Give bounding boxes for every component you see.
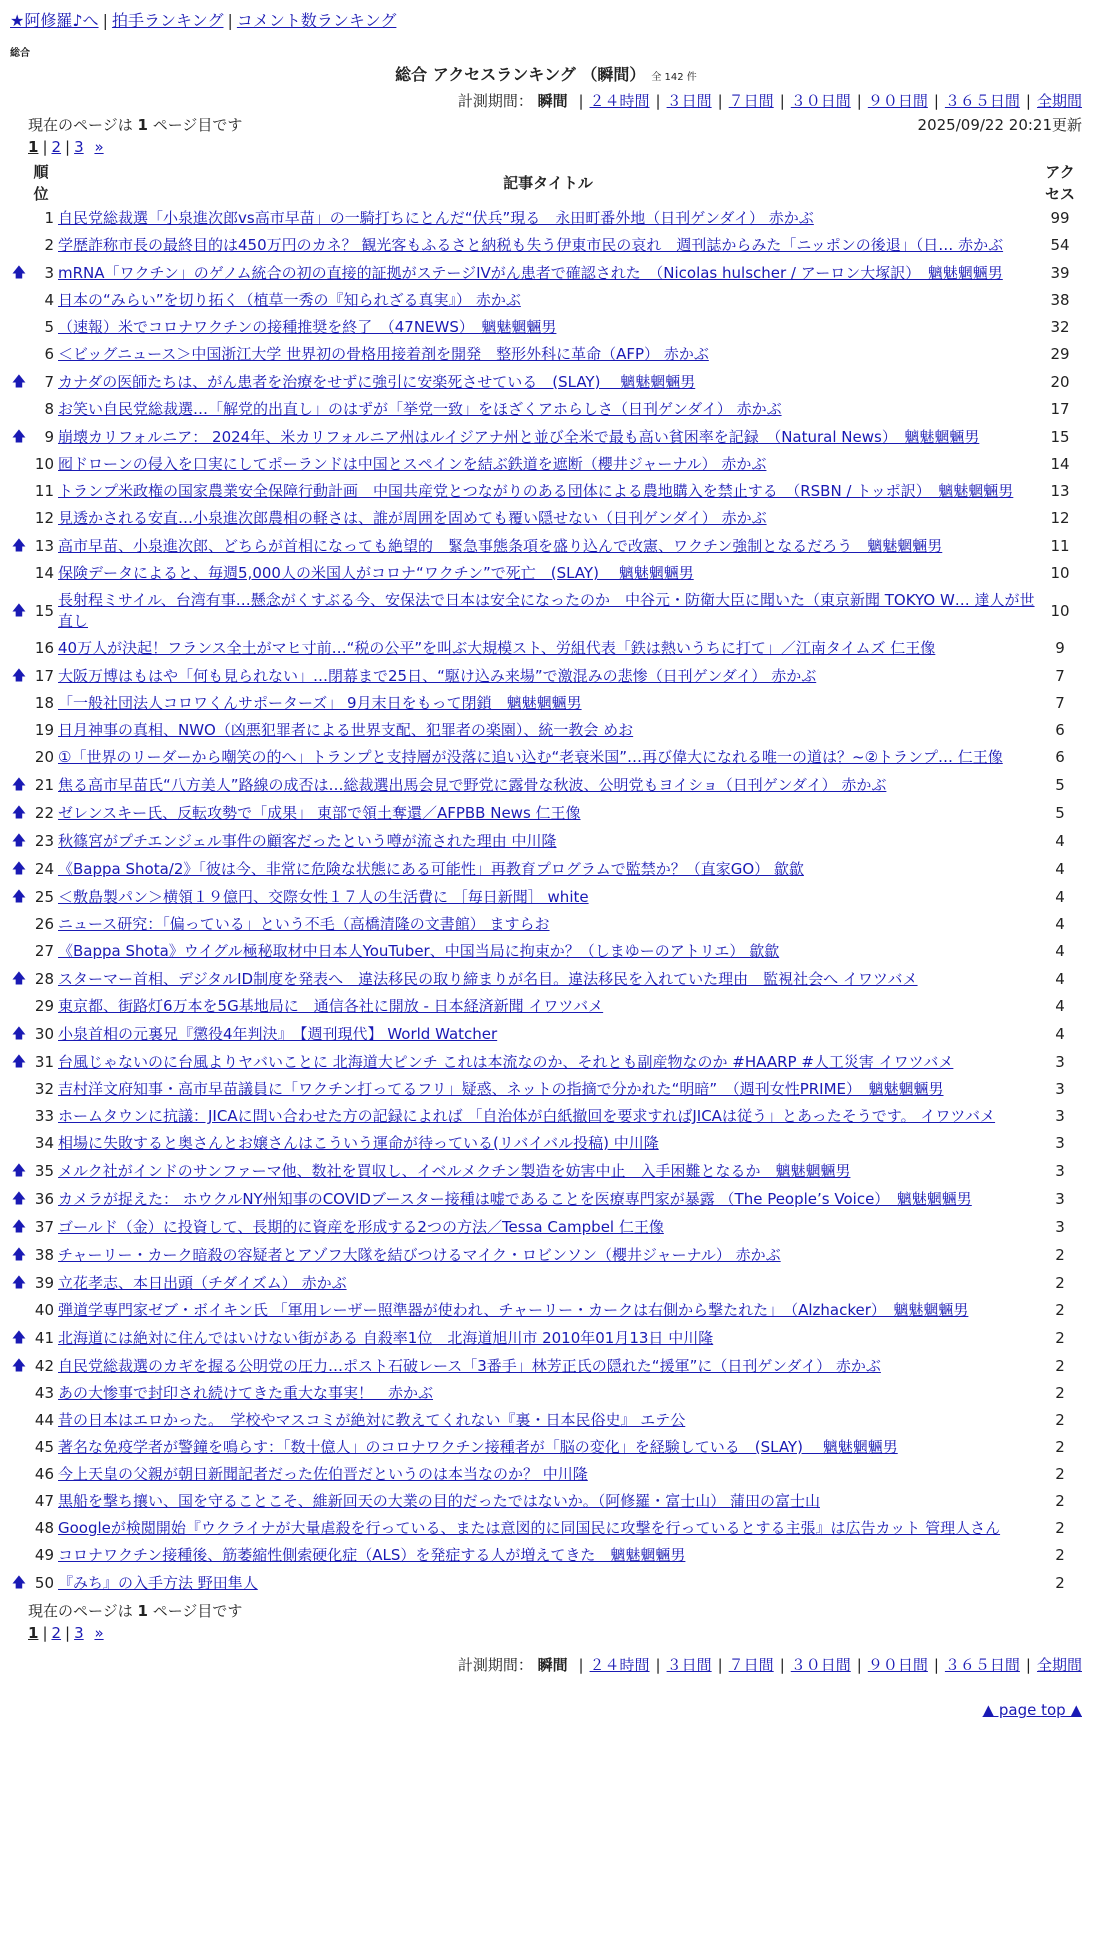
pager-next[interactable]: » <box>94 138 104 156</box>
table-row <box>10 314 1082 341</box>
rank-number: 45 <box>34 1438 54 1456</box>
article-title-link[interactable]: 日本の“みらい”を切り拓く（植草一秀の『知られざる真実』） 赤かぶ <box>58 291 521 309</box>
separator: | <box>933 1656 939 1674</box>
rank-number: 9 <box>44 427 54 446</box>
rank-number: 30 <box>34 1024 54 1043</box>
table-row <box>10 1324 1082 1352</box>
access-count: 14 <box>1050 455 1070 473</box>
article-title-link[interactable]: 自民党総裁選「小泉進次郎vs高市早苗」の一騎打ちにとんだ“伏兵”現る 永田町番外地（日刊ゲンダイ） 赤かぶ <box>58 209 814 227</box>
rank-number: 39 <box>34 1273 54 1292</box>
access-count: 4 <box>1055 969 1065 988</box>
rank-number: 42 <box>34 1356 54 1375</box>
rank-number: 21 <box>34 775 54 794</box>
rank-number: 25 <box>34 887 54 906</box>
article-title-link[interactable]: 小泉首相の元裏兄『懲役4年判決』 【週刊現代】 World Watcher <box>58 1024 498 1043</box>
table-row <box>10 1241 1082 1269</box>
article-title-link[interactable]: mRNA「ワクチン」のゲノム統合の初の直接的証拠がステージIVがん患者で確認された （Nicolas hulscher / アーロン大塚訳） 魑魅魍魎男 <box>58 263 1003 282</box>
page-title <box>10 62 1082 85</box>
table-row <box>10 205 1082 232</box>
access-count: 15 <box>1050 427 1070 446</box>
table-row <box>10 1020 1082 1048</box>
rank-up-arrow-icon: 🡅 <box>11 1191 27 1207</box>
separator: | <box>227 11 233 30</box>
article-title-link[interactable]: 秋篠宮がプチエンジェル事件の顧客だったという噂が流された理由 中川隆 <box>58 831 557 850</box>
table-row <box>10 662 1082 690</box>
rank-up-arrow-icon: 🡅 <box>11 668 27 684</box>
table-row <box>10 1185 1082 1213</box>
access-count: 9 <box>1055 639 1065 657</box>
rank-up-arrow-icon: 🡅 <box>11 538 27 554</box>
pager-page-3[interactable]: 3 <box>74 1624 84 1642</box>
pager-page-3[interactable]: 3 <box>74 138 84 156</box>
category-label: 総合 <box>10 48 30 59</box>
period-link[interactable]: ３日間 <box>666 1656 712 1674</box>
rank-up-arrow-icon: 🡅 <box>11 1219 27 1235</box>
access-count: 2 <box>1055 1411 1065 1429</box>
access-count: 2 <box>1055 1573 1065 1592</box>
rank-number: 11 <box>34 482 54 500</box>
rank-up-arrow-icon: 🡅 <box>11 374 27 390</box>
rank-up-arrow-icon: 🡅 <box>11 603 27 619</box>
table-row <box>10 259 1082 287</box>
rank-number: 50 <box>34 1573 54 1592</box>
separator: | <box>655 92 661 110</box>
access-count: 2 <box>1055 1273 1065 1292</box>
table-row <box>10 855 1082 883</box>
article-title-link[interactable]: 40万人が決起！フランス全土がマヒ寸前…“税の公平”を叫ぶ大規模スト、労組代表「鉄は熱いうちに打て」／江南タイムズ 仁王像 <box>58 639 936 657</box>
rank-number: 32 <box>34 1080 54 1098</box>
rank-number: 31 <box>34 1052 54 1071</box>
table-row <box>10 690 1082 717</box>
access-count: 4 <box>1055 1024 1065 1043</box>
access-count: 2 <box>1055 1546 1065 1564</box>
article-title-link[interactable]: 大阪万博はもはや「何も見られない」…閉幕まで25日、“駆け込み来場”で激混みの悲惨（日刊ゲンダイ） 赤かぶ <box>58 666 817 685</box>
rank-up-arrow-icon: 🡅 <box>11 889 27 905</box>
access-count: 3 <box>1055 1217 1065 1236</box>
table-row <box>10 1407 1082 1434</box>
period-selector-bottom: 計測期間： 瞬間 | ２４時間 | ３日間 | ７日間 | ３０日間 | ９０日間 | ３６５日間 | 全期間 <box>457 1656 1082 1674</box>
home-link[interactable]: ★阿修羅♪へ <box>10 11 99 30</box>
header-count: アクセス <box>1044 163 1075 203</box>
table-row <box>10 1352 1082 1380</box>
rank-number: 7 <box>44 372 54 391</box>
table-row <box>10 1434 1082 1461</box>
rank-up-arrow-icon: 🡅 <box>11 1026 27 1042</box>
table-row <box>10 1103 1082 1130</box>
applause-ranking-link[interactable]: 拍手ランキング <box>111 11 224 30</box>
access-count: 3 <box>1055 1052 1065 1071</box>
article-title-link[interactable]: 《Bappa Shota》ウイグル極秘取材中日本人YouTuber、中国当局に拘束か？（しまゆーのアトリエ） 歙歙 <box>58 942 780 960</box>
article-title-link[interactable]: スターマー首相、デジタルID制度を発表へ 違法移民の取り締まりが名目。違法移民を入れていた理由 監視社会へ イワツバメ <box>58 969 918 988</box>
article-title-link[interactable]: 高市早苗、小泉進次郎、どちらが首相になっても絶望的 緊急事態条項を盛り込んで改憲、ワクチン強制となるだろう 魑魅魍魎男 <box>58 536 943 555</box>
article-title-link[interactable]: コロナワクチン接種後、筋萎縮性側索硬化症（ALS）を発症する人が増えてきた 魑魅魍魎男 <box>58 1546 686 1564</box>
access-count: 4 <box>1055 997 1065 1015</box>
article-title-link[interactable]: Googleが検閲開始『ウクライナが大量虐殺を行っている、または意図的に同国民に攻撃を行っているとする主張』は広告カット 管理人さん <box>58 1519 1001 1537</box>
article-title-link[interactable]: 日月神事の真相、NWO（凶悪犯罪者による世界支配、犯罪者の楽園）、統一教会 めお <box>58 721 634 739</box>
rank-up-arrow-icon: 🡅 <box>11 1358 27 1374</box>
period-link[interactable]: 全期間 <box>1036 1656 1082 1674</box>
access-count: 2 <box>1055 1384 1065 1402</box>
rank-number: 35 <box>34 1161 54 1180</box>
article-title-link[interactable]: ①「世界のリーダーから嘲笑の的へ」トランプと支持層が没落に追い込む“老衰米国”…再び偉大になれる唯一の道は？~②トランプ… 仁王像 <box>58 748 1003 766</box>
article-title-link[interactable]: ゼレンスキー氏、反転攻勢で「成果」 東部で領土奪還／AFPBB News 仁王像 <box>58 803 581 822</box>
rank-up-arrow-icon: 🡅 <box>11 429 27 445</box>
table-row <box>10 1542 1082 1569</box>
rank-up-arrow-icon: 🡅 <box>11 833 27 849</box>
period-selector-top <box>10 91 1082 111</box>
article-title-link[interactable]: 学歴詐称市長の最終目的は450万円のカネ？ 観光客もふるさと納税も失う伊東市民の哀れ 週刊誌からみた「ニッポンの後退」（日… 赤かぶ <box>58 236 1004 254</box>
table-row <box>10 368 1082 396</box>
access-count: 10 <box>1050 601 1070 620</box>
access-count: 2 <box>1055 1356 1065 1375</box>
article-title-link[interactable]: あの大惨事で封印され続けてきた重大な事実！ 赤かぶ <box>58 1384 434 1402</box>
rank-number: 49 <box>34 1546 54 1564</box>
access-count: 17 <box>1050 400 1070 418</box>
rank-up-arrow-icon: 🡅 <box>11 1575 27 1591</box>
article-title-link[interactable]: 相場に失敗すると奥さんとお嬢さんはこういう運命が待っている(リバイバル投稿) 中川隆 <box>58 1134 659 1152</box>
period-label: 計測期間： <box>457 92 533 110</box>
period-link[interactable]: ２４時間 <box>589 92 650 110</box>
table-row <box>10 232 1082 259</box>
access-count: 54 <box>1050 236 1070 254</box>
rank-up-arrow-icon: 🡅 <box>11 1054 27 1070</box>
rank-number: 1 <box>44 209 54 227</box>
period-link[interactable]: ９０日間 <box>867 92 928 110</box>
article-title-link[interactable]: 今上天皇の父親が朝日新聞記者だった佐伯晋だというのは本当なのか？ 中川隆 <box>58 1465 588 1483</box>
article-title-link[interactable]: 「一般社団法人コロワくんサポーターズ」 9月末日をもって閉鎖 魑魅魍魎男 <box>58 694 582 712</box>
rank-number: 6 <box>44 345 54 363</box>
article-title-link[interactable]: 台風じゃないのに台風よりヤバいことに 北海道大ピンチ これは本流なのか、それとも副産物なのか #HAARP #人工災害 イワツバメ <box>58 1052 954 1071</box>
table-row <box>10 911 1082 938</box>
rank-number: 27 <box>34 942 54 960</box>
period-link[interactable]: ３６５日間 <box>944 1656 1020 1674</box>
article-title-link[interactable]: 焦る高市早苗氏“八方美人”路線の成否は…総裁選出馬会見で野党に露骨な秋波、公明党もヨイショ（日刊ゲンダイ） 赤かぶ <box>58 775 887 794</box>
separator: | <box>655 1656 661 1674</box>
table-row <box>10 744 1082 771</box>
period-link[interactable]: ３６５日間 <box>944 92 1020 110</box>
article-title-link[interactable]: チャーリー・カーク暗殺の容疑者とアゾフ大隊を結びつけるマイク・ロビンソン（櫻井ジャーナル） 赤かぶ <box>58 1245 781 1264</box>
article-title-link[interactable]: 『みち』の入手方法 野田隼人 <box>58 1573 258 1592</box>
top-navigation <box>10 10 1082 32</box>
table-row <box>10 1515 1082 1542</box>
table-row <box>10 1297 1082 1324</box>
article-title-link[interactable]: ニュース研究：「偏っている」という不毛（高橋清隆の文書館） ますらお <box>58 915 550 933</box>
access-count: 2 <box>1055 1328 1065 1347</box>
table-row <box>10 396 1082 423</box>
period-link[interactable]: ３０日間 <box>790 92 851 110</box>
access-count: 29 <box>1050 345 1070 363</box>
comment-ranking-link[interactable]: コメント数ランキング <box>236 11 397 30</box>
article-title-link[interactable]: （速報）米でコロナワクチンの接種推奨を終了 （47NEWS） 魑魅魍魎男 <box>58 318 557 336</box>
rank-number: 16 <box>34 639 54 657</box>
table-row <box>10 532 1082 560</box>
table-row <box>10 1569 1082 1597</box>
rank-up-arrow-icon: 🡅 <box>11 777 27 793</box>
table-row <box>10 717 1082 744</box>
pager-next[interactable]: » <box>94 1624 104 1642</box>
period-link[interactable]: ９０日間 <box>867 1656 928 1674</box>
access-count: 4 <box>1055 831 1065 850</box>
pager-current: 1 <box>28 138 39 156</box>
table-row <box>10 478 1082 505</box>
access-count: 11 <box>1050 536 1070 555</box>
access-count: 4 <box>1055 887 1065 906</box>
article-title-link[interactable]: トランプ米政権の国家農業安全保障行動計画 中国共産党とつながりのある団体による農地購入を禁止する （RSBN / トッポ訳） 魑魅魍魎男 <box>58 482 1014 500</box>
access-count: 32 <box>1050 318 1070 336</box>
rank-number: 47 <box>34 1492 54 1510</box>
table-row <box>10 938 1082 965</box>
pager-bottom: 1 | 2 | 3 » <box>28 1624 104 1642</box>
table-row <box>10 1380 1082 1407</box>
access-count: 4 <box>1055 942 1065 960</box>
rank-number: 18 <box>34 694 54 712</box>
article-title-link[interactable]: カメラが捉えた： ホウクルNY州知事のCOVIDブースター接種は嘘であることを医療専門家が暴露 （The People’s Voice） 魑魅魍魎男 <box>58 1189 972 1208</box>
separator: | <box>779 92 785 110</box>
access-count: 5 <box>1055 775 1065 794</box>
table-row <box>10 1488 1082 1515</box>
separator: | <box>578 1656 584 1674</box>
article-title-link[interactable]: ゴールド（金）に投資して、長期的に資産を形成する2つの方法／Tessa Campbel 仁王像 <box>58 1217 664 1236</box>
table-row <box>10 505 1082 532</box>
article-title-link[interactable]: カナダの医師たちは、がん患者を治療をせずに強引に安楽死させている (SLAY) 魑魅魍魎男 <box>58 372 696 391</box>
access-count: 2 <box>1055 1465 1065 1483</box>
rank-up-arrow-icon: 🡅 <box>11 861 27 877</box>
rank-up-arrow-icon: 🡅 <box>11 1275 27 1291</box>
rank-number: 17 <box>34 666 54 685</box>
article-title-link[interactable]: 崩壊カリフォルニア： 2024年、米カリフォルニア州はルイジアナ州と並び全米で最も高い貧困率を記録 （Natural News） 魑魅魍魎男 <box>58 427 980 446</box>
access-count: 6 <box>1055 721 1065 739</box>
rank-number: 22 <box>34 803 54 822</box>
article-title-link[interactable]: 北海道には絶対に住んではいけない街がある 自殺率1位 北海道旭川市 2010年01月13日 中川隆 <box>58 1328 714 1347</box>
ranking-table <box>10 161 1082 1597</box>
rank-number: 37 <box>34 1217 54 1236</box>
rank-number: 46 <box>34 1465 54 1483</box>
article-title-link[interactable]: 昔の日本はエロかった。 学校やマスコミが絶対に教えてくれない『裏・日本民俗史』 エテ公 <box>58 1411 686 1429</box>
article-title-link[interactable]: ホームタウンに抗議：JICAに問い合わせた方の記録によれば 「自治体が白紙撤回を要求すればJICAは従う」とあったそうです。 イワツバメ <box>58 1107 996 1125</box>
table-row <box>10 883 1082 911</box>
rank-up-arrow-icon: 🡅 <box>11 265 27 281</box>
pager-page-2[interactable]: 2 <box>51 1624 62 1642</box>
table-row <box>10 560 1082 587</box>
table-row <box>10 1461 1082 1488</box>
article-title-link[interactable]: 著名な免疫学者が警鐘を鳴らす：「数十億人」のコロナワクチン接種者が「脳の変化」を経験している (SLAY) 魑魅魍魎男 <box>58 1438 898 1456</box>
article-title-link[interactable]: 吉村洋文府知事・高市早苗議員に「ワクチン打ってるフリ」疑惑、ネットの指摘で分かれた“明暗” （週刊女性PRIME） 魑魅魍魎男 <box>58 1080 944 1098</box>
separator: | <box>717 1656 723 1674</box>
table-row <box>10 1130 1082 1157</box>
article-title-link[interactable]: 弾道学専門家ゼブ・ボイキン氏 「軍用レーザー照準器が使われ、チャーリー・カークは右側から撃たれた」 （Alzhacker） 魑魅魍魎男 <box>58 1301 969 1319</box>
rank-number: 23 <box>34 831 54 850</box>
article-title-link[interactable]: 長射程ミサイル、台湾有事…懸念がくすぶる今、安保法で日本は安全になったのか 中谷元・防衛大臣に聞いた（東京新聞 TOKYO W… 達人が世直し <box>58 591 1035 630</box>
table-row <box>10 1157 1082 1185</box>
rank-number: 10 <box>34 455 54 473</box>
separator: | <box>102 11 108 30</box>
rank-number: 20 <box>34 748 54 766</box>
updated-timestamp: 2025/09/22 20:21更新 <box>917 116 1082 134</box>
rank-number: 33 <box>34 1107 54 1125</box>
article-title-link[interactable]: 東京都、街路灯6万本を5G基地局に 通信各社に開放 - 日本経済新聞 イワツバメ <box>58 997 604 1015</box>
table-header <box>10 161 1082 205</box>
table-row <box>10 799 1082 827</box>
rank-number: 3 <box>44 263 54 282</box>
rank-up-arrow-icon: 🡅 <box>11 805 27 821</box>
article-title-link[interactable]: お笑い自民党総裁選…「解党的出直し」のはずが「挙党一致」をほざくアホらしさ（日刊ゲンダイ） 赤かぶ <box>58 400 782 418</box>
page-top-link[interactable]: ▲ page top ▲ <box>982 1701 1082 1719</box>
rank-number: 13 <box>34 536 54 555</box>
rank-number: 8 <box>44 400 54 418</box>
separator: | <box>1025 92 1031 110</box>
access-count: 3 <box>1055 1107 1065 1125</box>
article-title-link[interactable]: 自民党総裁選のカギを握る公明党の圧力…ポスト石破レース「3番手」林芳正氏の隠れた“援軍”に（日刊ゲンダイ） 赤かぶ <box>58 1356 881 1375</box>
period-link[interactable]: ２４時間 <box>589 1656 650 1674</box>
access-count: 5 <box>1055 803 1065 822</box>
table-row <box>10 1213 1082 1241</box>
rank-number: 4 <box>44 291 54 309</box>
table-row <box>10 771 1082 799</box>
table-row <box>10 451 1082 478</box>
article-title-link[interactable]: 見透かされる安直…小泉進次郎農相の軽さは、誰が周囲を固めても覆い隠せない（日刊ゲンダイ） 赤かぶ <box>58 509 767 527</box>
access-count: 38 <box>1050 291 1070 309</box>
ranking-rows <box>10 205 1082 1597</box>
period-link[interactable]: ７日間 <box>728 92 774 110</box>
pager-page-2[interactable]: 2 <box>51 138 62 156</box>
total-count: 全 142 件 <box>651 72 697 83</box>
access-count: 13 <box>1050 482 1070 500</box>
rank-number: 19 <box>34 721 54 739</box>
separator: | <box>578 92 584 110</box>
separator: | <box>779 1656 785 1674</box>
table-row <box>10 1076 1082 1103</box>
table-row <box>10 965 1082 993</box>
access-count: 20 <box>1050 372 1070 391</box>
article-title-link[interactable]: 《Bappa Shota/2》「彼は今、非常に危険な状態にある可能性」再教育プログラムで監禁か？（直家GO） 歙歙 <box>58 859 804 878</box>
article-title-link[interactable]: ＜ビッグニュース＞中国浙江大学 世界初の骨格用接着剤を開発 整形外科に革命（AFP） 赤かぶ <box>58 345 709 363</box>
access-count: 4 <box>1055 859 1065 878</box>
access-count: 3 <box>1055 1189 1065 1208</box>
rank-number: 43 <box>34 1384 54 1402</box>
period-current: 瞬間 <box>537 92 568 110</box>
page-info-bottom <box>10 1601 1082 1621</box>
rank-number: 28 <box>34 969 54 988</box>
rank-number: 5 <box>44 318 54 336</box>
period-link[interactable]: ３０日間 <box>790 1656 851 1674</box>
rank-number: 38 <box>34 1245 54 1264</box>
access-count: 2 <box>1055 1438 1065 1456</box>
rank-number: 26 <box>34 915 54 933</box>
rank-up-arrow-icon: 🡅 <box>11 1163 27 1179</box>
rank-up-arrow-icon: 🡅 <box>11 1330 27 1346</box>
access-count: 99 <box>1050 209 1070 227</box>
period-links <box>572 1656 1082 1674</box>
rank-number: 44 <box>34 1411 54 1429</box>
separator: | <box>856 92 862 110</box>
header-title: 記事タイトル <box>503 174 593 192</box>
rank-number: 2 <box>44 236 54 254</box>
rank-number: 41 <box>34 1328 54 1347</box>
rank-number: 48 <box>34 1519 54 1537</box>
page-info-prefix: 現在のページは <box>28 116 133 134</box>
table-row <box>10 635 1082 662</box>
page-info-number: 1 <box>137 116 148 134</box>
access-count: 2 <box>1055 1245 1065 1264</box>
article-title-link[interactable]: 立花孝志、本日出頭（チダイズム） 赤かぶ <box>58 1273 347 1292</box>
access-count: 2 <box>1055 1301 1065 1319</box>
access-count: 7 <box>1055 694 1065 712</box>
rank-number: 29 <box>34 997 54 1015</box>
article-title-link[interactable]: 囮ドローンの侵入を口実にしてポーランドは中国とスペインを結ぶ鉄道を遮断（櫻井ジャーナル） 赤かぶ <box>58 455 767 473</box>
access-count: 4 <box>1055 915 1065 933</box>
access-count: 7 <box>1055 666 1065 685</box>
rank-number: 34 <box>34 1134 54 1152</box>
access-count: 2 <box>1055 1492 1065 1510</box>
rank-number: 15 <box>34 601 54 620</box>
access-count: 3 <box>1055 1134 1065 1152</box>
period-link[interactable]: ７日間 <box>728 1656 774 1674</box>
article-title-link[interactable]: ＜敷島製パン＞横領１９億円、交際女性１７人の生活費に ［毎日新聞］ white <box>58 887 589 906</box>
table-row <box>10 1269 1082 1297</box>
header-rank: 順位 <box>33 163 49 203</box>
rank-number: 24 <box>34 859 54 878</box>
access-count: 39 <box>1050 263 1070 282</box>
current-page-info: 現在のページは 1 ページ目です <box>28 1602 243 1620</box>
separator: | <box>1025 1656 1031 1674</box>
access-count: 6 <box>1055 748 1065 766</box>
separator: | <box>933 92 939 110</box>
period-link[interactable]: 全期間 <box>1036 92 1082 110</box>
current-page-info <box>28 115 242 135</box>
rank-number: 40 <box>34 1301 54 1319</box>
article-title-link[interactable]: 黒船を撃ち攘い、国を守ることこそ、維新回天の大業の目的だったではないか。（阿修羅・富士山） 蒲田の富士山 <box>58 1492 820 1510</box>
table-row <box>10 1048 1082 1076</box>
pager-top: 1 | 2 | 3 » <box>28 138 104 156</box>
table-row <box>10 587 1082 635</box>
access-count: 12 <box>1050 509 1070 527</box>
period-link[interactable]: ３日間 <box>666 92 712 110</box>
table-row <box>10 287 1082 314</box>
ranking-title: 総合 アクセスランキング （瞬間） <box>395 65 646 84</box>
article-title-link[interactable]: メルク社がインドのサンファーマ他、数社を買収し、イベルメクチン製造を妨害中止 入手困難となるか 魑魅魍魎男 <box>58 1161 851 1180</box>
page-top-link-wrap <box>10 1701 1082 1719</box>
rank-number: 36 <box>34 1189 54 1208</box>
page-info-row <box>10 115 1082 135</box>
table-row <box>10 423 1082 451</box>
period-links <box>572 92 1082 110</box>
access-count: 2 <box>1055 1519 1065 1537</box>
rank-number: 12 <box>34 509 54 527</box>
separator: | <box>717 92 723 110</box>
rank-up-arrow-icon: 🡅 <box>11 971 27 987</box>
table-row <box>10 827 1082 855</box>
access-count: 3 <box>1055 1161 1065 1180</box>
rank-number: 14 <box>34 564 54 582</box>
article-title-link[interactable]: 保険データによると、毎週5,000人の米国人がコロナ“ワクチン”で死亡 (SLAY) 魑魅魍魎男 <box>58 564 694 582</box>
access-count: 3 <box>1055 1080 1065 1098</box>
access-count: 10 <box>1050 564 1070 582</box>
table-row <box>10 993 1082 1020</box>
rank-up-arrow-icon: 🡅 <box>11 1247 27 1263</box>
page-info-suffix: ページ目です <box>152 116 243 134</box>
table-row <box>10 341 1082 368</box>
separator: | <box>856 1656 862 1674</box>
